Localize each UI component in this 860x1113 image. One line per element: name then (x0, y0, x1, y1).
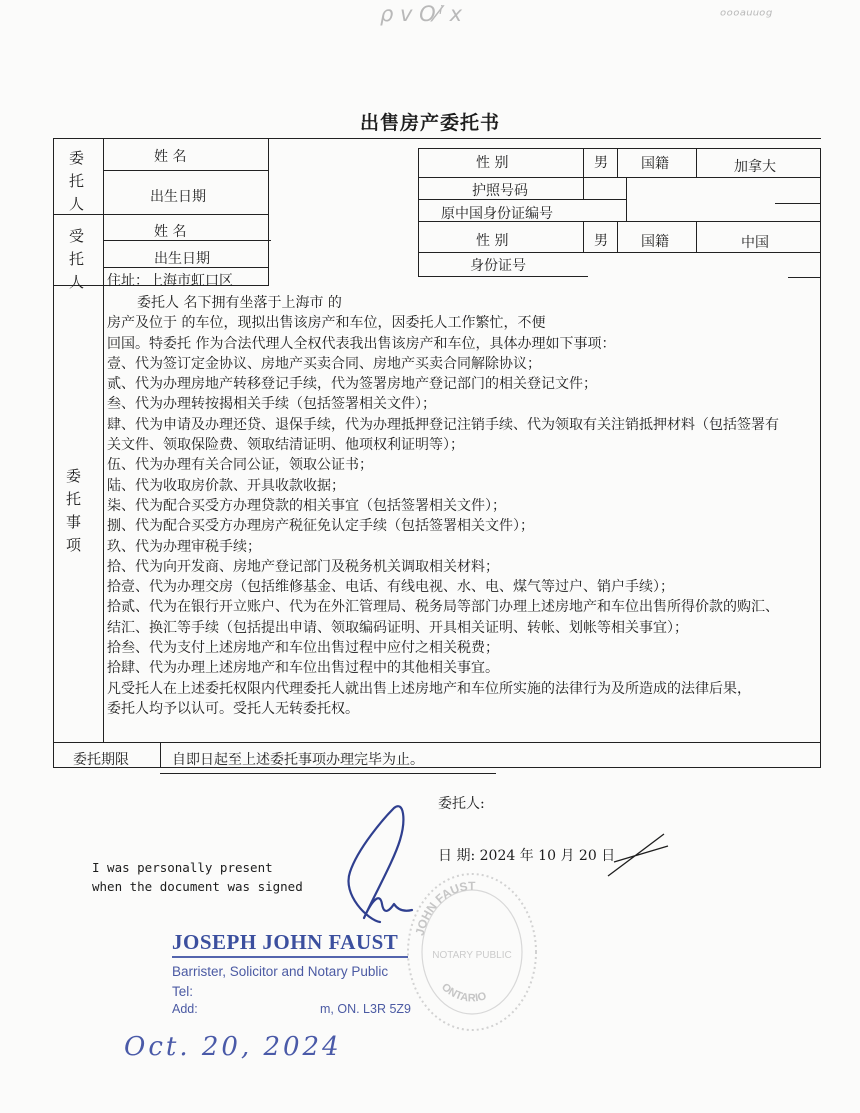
seal-text-middle: NOTARY PUBLIC (432, 950, 512, 961)
agent-nationality-label: 国籍 (641, 234, 669, 250)
month-char: 月 (560, 848, 575, 864)
stamp-address-row (172, 1002, 412, 1016)
agent-id-label: 身份证号 (470, 258, 526, 274)
day-char: 日 (601, 848, 616, 864)
seal-text-top: JOHN FAUST (412, 878, 476, 937)
stamp-title: Barrister, Solicitor and Notary Public (172, 964, 389, 979)
page-title: 出售房产委托书 (359, 112, 500, 134)
period-label: 委托期限 (73, 752, 129, 768)
agent-section-label: 受托人 (67, 228, 85, 297)
principal-gender-value: 男 (594, 155, 608, 171)
agent-birth-label: 出生日期 (154, 251, 210, 267)
agent-gender-value: 男 (594, 233, 608, 249)
matters-section-label: 委托事项 (64, 468, 82, 560)
principal-section-label: 委托人 (67, 150, 85, 219)
year-char: 年 (519, 848, 534, 864)
matters-text (107, 293, 815, 719)
principal-name-label: 姓 名 (154, 149, 187, 165)
stamp-add-label: Add: (172, 1002, 198, 1016)
matters-line: 拾、代为向开发商、房地产登记部门及税务机关调取相关材料； (107, 558, 499, 575)
matters-line: 拾叁、代为支付上述房地产和车位出售过程中应付之相关税费； (107, 640, 499, 657)
matters-line: 陆、代为收取房价款、开具收款收据； (107, 477, 345, 494)
top-handwriting-left: ρ v O⁄ⁱ x (380, 2, 463, 26)
date-year: 2024 (479, 848, 516, 864)
date-label: 日 期: (438, 848, 476, 864)
principal-signature-label: 委托人: (438, 796, 485, 812)
matters-line: 贰、代为办理房地产转移登记手续，代为签署房地产登记部门的相关登记文件； (107, 376, 597, 393)
principal-nationality-value: 加拿大 (734, 159, 776, 175)
matters-line: 委托人 名下拥有坐落于上海市 的 (137, 295, 342, 311)
matters-line: 玖、代为办理审税手续； (107, 538, 261, 555)
agent-address: 住址：上海市虹口区 (107, 273, 233, 289)
stamp-address-tail: m, ON. L3R 5Z9 (320, 1002, 411, 1016)
matters-line: 捌、代为配合买受方办理房产税征免认定手续（包括签署相关文件）； (107, 518, 534, 535)
matters-line: 肆、代为申请及办理还贷、退保手续，代为办理抵押登记注销手续、代为领取有关注销抵押材料（包括签署有 (107, 416, 779, 433)
date-day: 20 (578, 848, 597, 864)
agent-name-label: 姓 名 (154, 224, 187, 240)
seal-text-bottom: ONTARIO (439, 981, 488, 1005)
notary-note (92, 858, 303, 896)
matters-line: 房产及位于 的车位，现拟出售该房产和车位，因委托人工作繁忙，不便 (107, 315, 546, 332)
stamp-name: JOSEPH JOHN FAUST (172, 930, 399, 954)
agent-gender-label: 性 别 (476, 233, 509, 249)
matters-line: 结汇、换汇等手续（包括提出申请、领取编码证明、开具相关证明、转帐、划帐等相关事宜）； (107, 619, 688, 636)
notary-stamp (172, 930, 412, 1016)
matters-line: 伍、代为办理有关合同公证，领取公证书； (107, 457, 373, 474)
date-month: 10 (538, 848, 556, 864)
notary-note-line: I was personally present (92, 860, 273, 875)
stamp-tel: Tel: (172, 984, 194, 999)
matters-line: 凡受托人在上述委托权限内代理委托人就出售上述房地产和车位所实施的法律行为及所造成的法律后果， (107, 680, 751, 697)
matters-line: 壹、代为签订定金协议、房地产买卖合同、房地产买卖合同解除协议； (107, 355, 541, 372)
passport-label: 护照号码 (472, 183, 528, 199)
svg-text:ONTARIO (439, 981, 488, 1004)
top-handwriting-right: ᵒᵒᵒᵃᵘᵘᵒᵍ (720, 6, 773, 25)
notary-note-line: when the document was signed (92, 879, 303, 894)
principal-nationality-label: 国籍 (641, 156, 669, 172)
principal-signature (320, 800, 440, 930)
matters-line: 回国。特委托 作为合法代理人全权代表我出售该房产和车位，具体办理如下事项： (107, 335, 616, 352)
period-value: 自即日起至上述委托事项办理完毕为止。 (172, 752, 424, 768)
former-id-label: 原中国身份证编号 (441, 206, 553, 222)
matters-line: 拾壹、代为办理交房（包括维修基金、电话、有线电视、水、电、煤气等过户、销户手续）； (107, 579, 674, 596)
handwritten-date: Oct. 20, 2024 (124, 1032, 342, 1062)
matters-line: 叁、代为办理转按揭相关手续（包括签署相关文件）； (107, 396, 436, 413)
matters-line: 拾肆、代为办理上述房地产和车位出售过程中的其他相关事宜。 (107, 660, 499, 677)
principal-birth-label: 出生日期 (150, 189, 206, 205)
matters-line: 柒、代为配合买受方办理贷款的相关事宜（包括签署相关文件）； (107, 497, 506, 514)
date-signature-mark (602, 830, 672, 880)
matters-line: 委托人均予以认可。受托人无转委托权。 (107, 700, 359, 717)
principal-gender-label: 性 别 (476, 155, 509, 171)
matters-line: 拾贰、代为在银行开立账户、代为在外汇管理局、税务局等部门办理上述房地产和车位出售所得价款的购汇、 (107, 599, 779, 616)
matters-line: 关文件、领取保险费、领取结清证明、他项权利证明等）； (107, 437, 464, 454)
agent-nationality-value: 中国 (741, 235, 769, 251)
